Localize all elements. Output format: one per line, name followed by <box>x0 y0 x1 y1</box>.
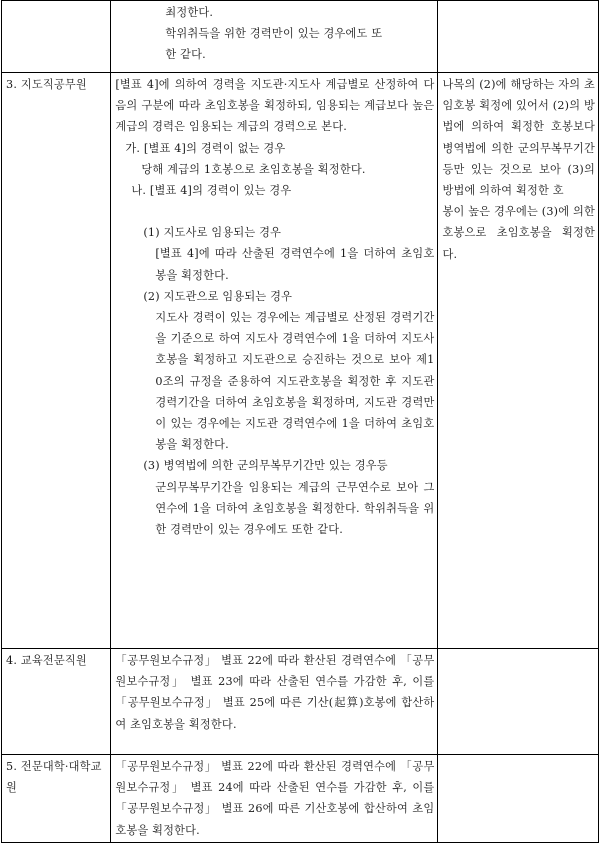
category-label: 4. 교육전문직원 <box>6 654 87 667</box>
body-text: 「공무원보수규정」 별표 22에 따라 환산된 경력연수에 「공무원보수규정」 별표 23에 따라 산출된 연수를 가감한 후, 이를 「공무원보수규정」 별표 25에 따른 기산(起算)호봉에 합산하여 초임호봉을 획정한다. <box>115 654 435 731</box>
note-cell <box>438 73 599 649</box>
table-row <box>2 755 599 843</box>
body-text: 군의무복무기간을 임용되는 계급의 근무연수로 보아 그 연수에 1을 더하여 초임호봉을 획정한다. 학위취득을 위한 경력만이 있는 경우에도 또한 같다. <box>155 480 435 537</box>
note-text: 봉이 높은 경우에는 (3)에 의한 호봉으로 초임호봉을 획정한다. <box>442 205 596 261</box>
body-text: 한 같다. <box>165 48 206 62</box>
body-text: (3) 병역법에 의한 군의무복무기간만 있는 경우등 <box>143 459 388 473</box>
note-cell <box>438 1 599 73</box>
category-cell <box>2 755 111 843</box>
note-cell <box>438 755 599 843</box>
note-cell <box>438 649 599 755</box>
regulation-table <box>1 0 599 843</box>
body-text: 지도사 경력이 있는 경우에는 계급별로 산정된 경력기간을 기준으로 하여 지도사 경력연수에 1을 더하여 지도사호봉을 획정하고 지도관으로 승진하는 것으로 보아 제10조의 규정을 준용하여 지도관호봉을 획정한 후 지도관 경력기간을 더하여 초임호봉을 획정하며, 지도관 경력만이 있는 경우에는 지도관 경력연수에 1을 더하여 초임호봉을 획정한다. <box>155 311 435 452</box>
body-cell <box>111 73 438 649</box>
body-text: 학위취득을 위한 경력만이 있는 경우에도 또 <box>165 27 383 41</box>
body-text: 당해 계급의 1호봉으로 초임호봉을 획정한다. <box>141 162 366 176</box>
body-text: 가. [별표 4]의 경력이 없는 경우 <box>125 141 286 155</box>
body-text: [별표 4]에 의하여 경력을 지도관·지도사 계급별로 산정하여 다음의 구분에 따라 초임호봉을 획정하되, 임용되는 계급보다 높은 계급의 경력은 임용되는 계급의 경력으로 본다. <box>115 78 435 134</box>
body-text: [별표 4]에 따라 산출된 경력연수에 1을 더하여 초임호봉을 획정한다. <box>155 247 435 282</box>
body-text: 나. [별표 4]의 경력이 있는 경우 <box>131 184 292 198</box>
body-text: (2) 지도관으로 임용되는 경우 <box>143 289 293 303</box>
category-cell <box>2 649 111 755</box>
category-cell <box>2 1 111 73</box>
category-label: 3. 지도직공무원 <box>6 78 87 91</box>
category-label: 5. 전문대학·대학교원 <box>6 760 102 795</box>
table-row <box>2 1 599 73</box>
body-text: (1) 지도사로 임용되는 경우 <box>143 226 282 240</box>
body-cell <box>111 649 438 755</box>
body-text: 최정한다. <box>165 6 214 19</box>
category-cell <box>2 73 111 649</box>
note-text: 나목의 (2)에 해당하는 자의 초임호봉 획정에 있어서 (2)의 방법에 의하여 획정한 호봉보다 병역법에 의한 군의무복무기간 등만 있는 것으로 보아 (3)의 방법에 의하여 획정한 호 <box>442 78 596 198</box>
body-cell <box>111 1 438 73</box>
table-row <box>2 73 599 649</box>
body-cell <box>111 755 438 843</box>
table-row <box>2 649 599 755</box>
body-text: 「공무원보수규정」 별표 22에 따라 환산된 경력연수에 「공무원보수규정」 별표 24에 따라 산출된 연수를 가감한 후, 이를 「공무원보수규정」 별표 26에 따른 기산호봉에 합산하여 초임호봉을 획정한다. <box>115 760 435 837</box>
spacer <box>115 201 434 222</box>
